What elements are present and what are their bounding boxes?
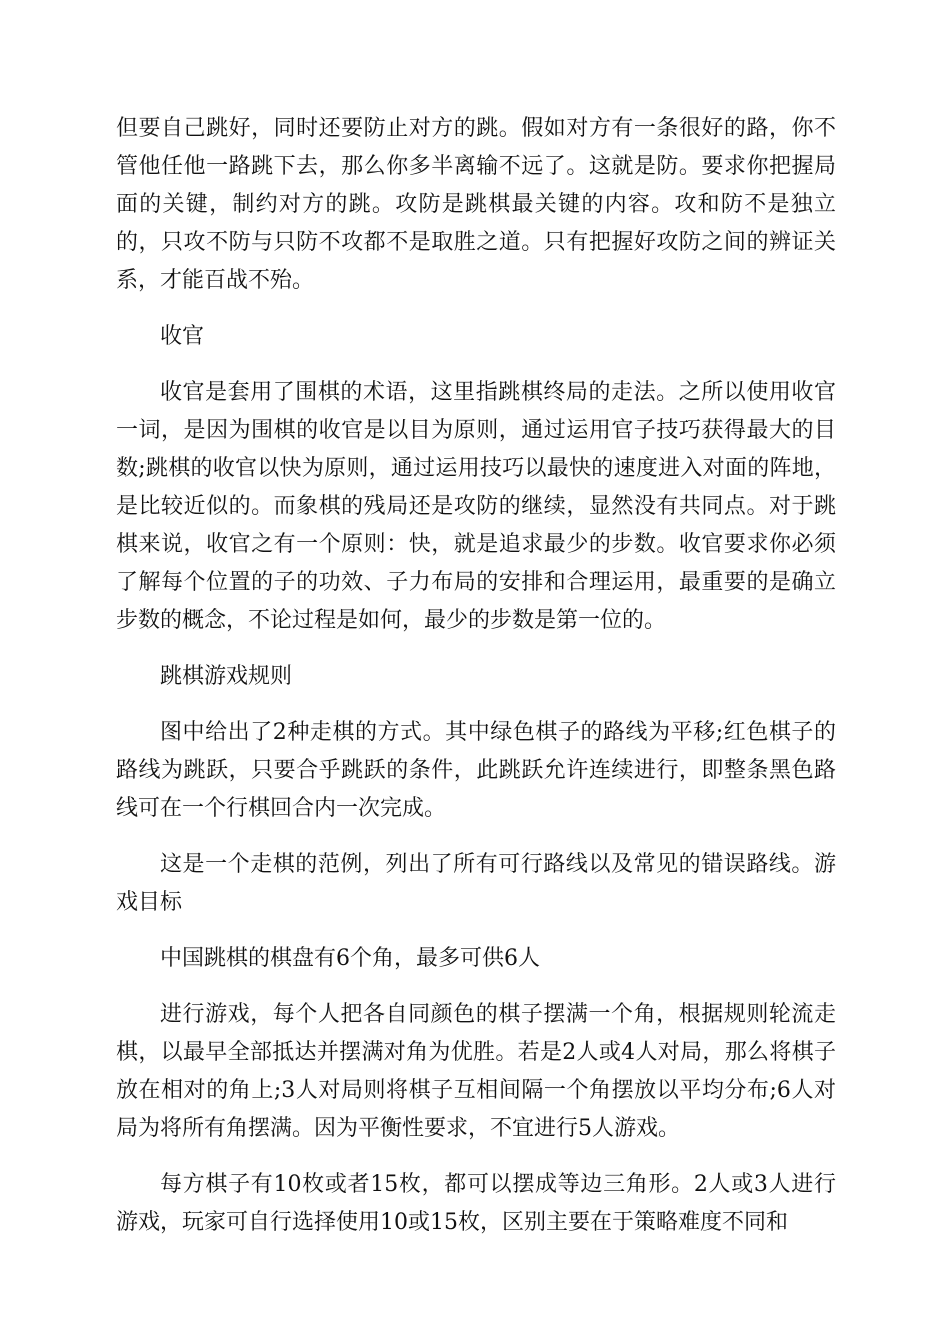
- paragraph-move-types: 图中给出了2种走棋的方式。其中绿色棋子的路线为平移;红色棋子的路线为跳跃，只要合乎跳跃的条件，此跳跃允许连续进行，即整条黑色路线可在一个行棋回合内一次完成。: [116, 720, 836, 821]
- paragraph-attack-defense: 但要自己跳好，同时还要防止对方的跳。假如对方有一条很好的路，你不管他任他一路跳下去，那么你多半离输不远了。这就是防。要求你把握局面的关键，制约对方的跳。攻防是跳棋最关键的内容。攻和防不是独立的，只攻不防与只防不攻都不是取胜之道。只有把握好攻防之间的辨证关系，才能百战不殆。: [116, 116, 836, 293]
- paragraph-players-setup: 进行游戏，每个人把各自同颜色的棋子摆满一个角，根据规则轮流走棋，以最早全部抵达并摆满对角为优胜。若是2人或4人对局，那么将棋子放在相对的角上;3人对局则将棋子互相间隔一个角摆放以平均分布;6人对局为将所有角摆满。因为平衡性要求，不宜进行5人游戏。: [116, 1002, 836, 1141]
- section-heading-rules: 跳棋游戏规则: [160, 664, 293, 689]
- paragraph-example-goal: 这是一个走棋的范例，列出了所有可行路线以及常见的错误路线。游戏目标: [116, 852, 836, 915]
- document-body: [116, 110, 836, 1260]
- paragraph-endgame: 收官是套用了围棋的术语，这里指跳棋终局的走法。之所以使用收官一词，是因为围棋的收官是以目为原则，通过运用官子技巧获得最大的目数;跳棋的收官以快为原则，通过运用技巧以最快的速度进入对面的阵地，是比较近似的。而象棋的残局还是攻防的继续，显然没有共同点。对于跳棋来说，收官之有一个原则：快，就是追求最少的步数。收官要求你必须了解每个位置的子的功效、子力布局的安排和合理运用，最重要的是确立步数的概念，不论过程是如何，最少的步数是第一位的。: [116, 380, 836, 633]
- paragraph-board-corners: 中国跳棋的棋盘有6个角，最多可供6人: [160, 946, 540, 971]
- paragraph-piece-count: 每方棋子有10枚或者15枚，都可以摆成等边三角形。2人或3人进行游戏，玩家可自行选择使用10或15枚，区别主要在于策略难度不同和: [116, 1172, 836, 1235]
- section-heading-endgame: 收官: [160, 324, 205, 349]
